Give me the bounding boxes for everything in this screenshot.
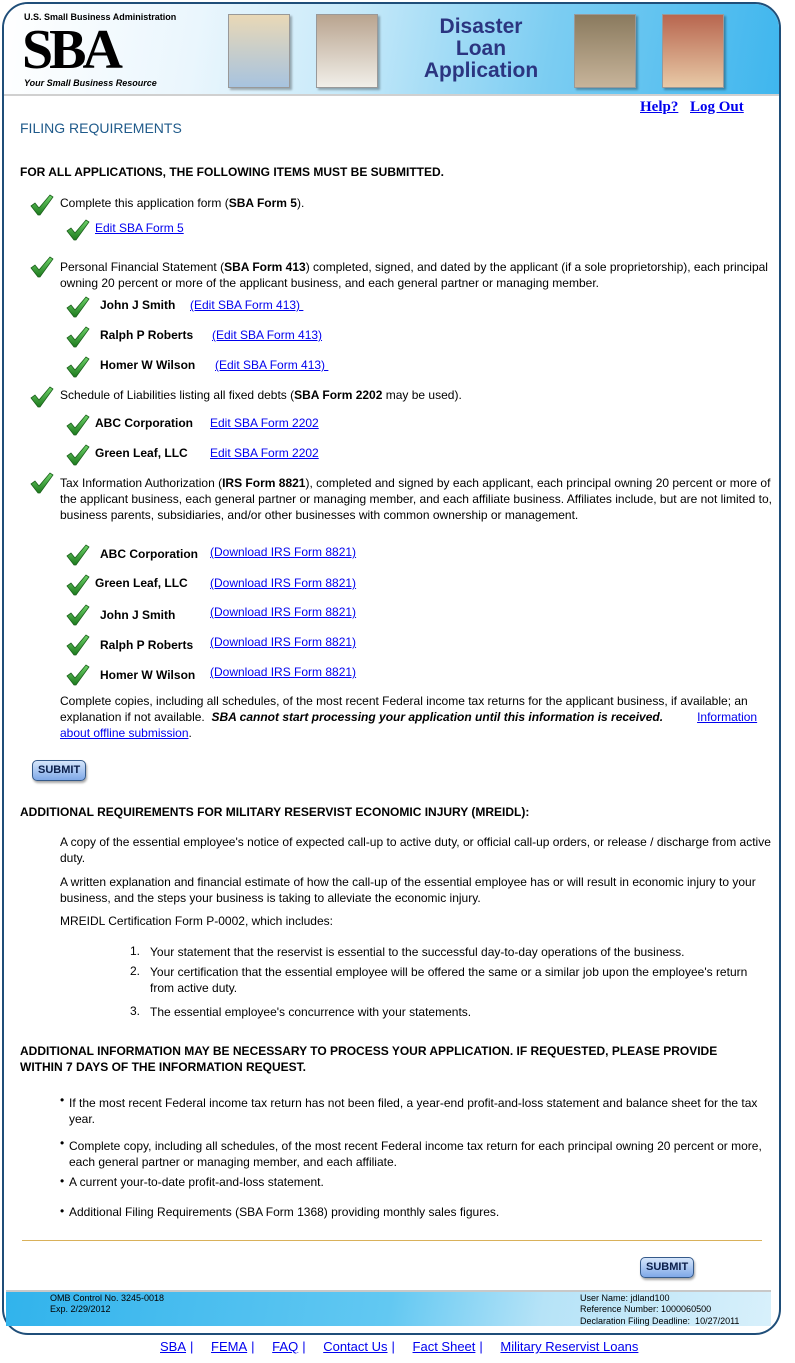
person-name: John J Smith <box>100 298 176 312</box>
text: Complete this application form ( <box>60 196 229 210</box>
text: ), completed and signed by each applicant, each principal owning 20 percent or more of the applicant business, each general partner or managing member, and each affiliate business. Affiliates include, but are not limited to, business parents, subsidiaries, and/or other businesses with common ownership or management. <box>60 476 772 522</box>
check-icon <box>30 256 54 278</box>
requirement-form2202 <box>60 388 462 402</box>
download-form8821-link[interactable]: (Download IRS Form 8821) <box>210 576 357 590</box>
form-name: SBA Form 2202 <box>294 388 383 402</box>
check-icon <box>66 544 90 566</box>
text: Schedule of Liabilities listing all fixed debts ( <box>60 388 295 402</box>
sba-link[interactable]: SBA <box>160 1339 187 1354</box>
logo-tagline: Your Small Business Resource <box>24 78 157 88</box>
entity-name: ABC Corporation <box>100 547 198 561</box>
edit-form2202-link[interactable]: Edit SBA Form 2202 <box>210 446 319 460</box>
check-icon <box>66 604 90 626</box>
logout-link[interactable]: Log Out <box>690 99 744 115</box>
header-banner <box>4 4 779 96</box>
form-name: SBA Form 413 <box>224 260 306 274</box>
check-icon <box>66 326 90 348</box>
reference-number: Reference Number: 1000060500 <box>580 1304 712 1314</box>
check-icon <box>30 472 54 494</box>
divider <box>22 1240 762 1241</box>
list-item: Your statement that the reservist is essential to the successful day-to-day operations of the business. <box>150 945 685 959</box>
military-reservist-loans-link[interactable]: Military Reservist Loans <box>500 1339 639 1354</box>
text: may be used). <box>382 388 462 402</box>
bullet: • <box>60 1174 65 1188</box>
tax-returns-requirement <box>60 693 775 741</box>
section-heading: ADDITIONAL REQUIREMENTS FOR MILITARY RESERVIST ECONOMIC INJURY (MREIDL): <box>20 805 530 819</box>
download-form8821-link[interactable]: (Download IRS Form 8821) <box>210 605 357 619</box>
check-icon <box>66 219 90 241</box>
faq-link[interactable]: FAQ <box>272 1339 299 1354</box>
list-number: 3. <box>130 1004 141 1018</box>
edit-form413-link[interactable]: (Edit SBA Form 413) <box>190 298 304 312</box>
submit-button[interactable]: SUBMIT <box>32 760 86 781</box>
title-line: Disaster <box>439 15 523 38</box>
page-title: FILING REQUIREMENTS <box>20 120 182 136</box>
requirement-form5 <box>60 196 304 210</box>
check-icon <box>66 356 90 378</box>
text: Personal Financial Statement ( <box>60 260 225 274</box>
bullet: • <box>60 1136 65 1150</box>
list-number: 1. <box>130 944 141 958</box>
edit-form413-link[interactable]: (Edit SBA Form 413) <box>215 358 329 372</box>
help-link[interactable]: Help? <box>640 99 679 115</box>
list-item: Your certification that the essential employee will be offered the same or a similar job upon the employee's return from active duty. <box>150 965 748 995</box>
submit-button[interactable]: SUBMIT <box>640 1257 694 1278</box>
person-name: Homer W Wilson <box>100 358 196 372</box>
photo-man <box>228 14 290 88</box>
download-form8821-link[interactable]: (Download IRS Form 8821) <box>210 545 357 559</box>
requirement-form413 <box>60 259 775 291</box>
expiration: Exp. 2/29/2012 <box>50 1304 111 1314</box>
form-name: IRS Form 8821 <box>222 476 306 490</box>
list-item: The essential employee's concurrence with your statements. <box>150 1005 472 1019</box>
entity-name: Ralph P Roberts <box>100 638 194 652</box>
list-number: 2. <box>130 964 141 978</box>
app-title <box>406 16 556 82</box>
sba-logo: SBA <box>22 19 119 81</box>
edit-form2202-link[interactable]: Edit SBA Form 2202 <box>210 416 319 430</box>
bullet-item: Complete copy, including all schedules, of the most recent Federal income tax return for each principal owning 20 percent or more, each general partner or managing member, and each affiliate. <box>69 1139 762 1169</box>
agency-name: U.S. Small Business Administration <box>24 12 177 22</box>
bottom-nav: SBA | FEMA | FAQ | Contact Us | Fact Sheet | Military Reservist Loans <box>160 1339 639 1354</box>
edit-form413-link[interactable]: (Edit SBA Form 413) <box>212 328 323 342</box>
entity-name: ABC Corporation <box>95 416 193 430</box>
title-line: Application <box>423 59 539 82</box>
section-heading: FOR ALL APPLICATIONS, THE FOLLOWING ITEMS MUST BE SUBMITTED. <box>20 165 444 179</box>
check-icon <box>66 574 90 596</box>
title-line: Loan <box>455 37 507 60</box>
entity-name: Green Leaf, LLC <box>95 446 188 460</box>
offline-submission-link[interactable]: Information about offline submission <box>60 710 758 740</box>
check-icon <box>66 444 90 466</box>
check-icon <box>30 386 54 408</box>
text: Complete copies, including all schedules, of the most recent Federal income tax returns for the applicant business, if available; an explanation if not available. <box>60 694 752 724</box>
mreidl-paragraph: MREIDL Certification Form P-0002, which includes: <box>60 914 333 928</box>
text: Tax Information Authorization ( <box>60 476 223 490</box>
entity-name: Green Leaf, LLC <box>95 576 188 590</box>
download-form8821-link[interactable]: (Download IRS Form 8821) <box>210 635 357 649</box>
entity-name: John J Smith <box>100 608 176 622</box>
text: ). <box>296 196 305 210</box>
check-icon <box>66 414 90 436</box>
mreidl-paragraph: A copy of the essential employee's notice of expected call-up to active duty, or official call-up orders, or release / discharge from active duty. <box>60 835 771 865</box>
filing-deadline: Declaration Filing Deadline: 10/27/2011 <box>580 1316 740 1326</box>
check-icon <box>66 664 90 686</box>
check-icon <box>66 634 90 656</box>
user-name: User Name: jdland100 <box>580 1293 670 1303</box>
bullet-item: A current your-to-date profit-and-loss statement. <box>69 1175 324 1189</box>
entity-name: Homer W Wilson <box>100 668 196 682</box>
check-icon <box>66 296 90 318</box>
bullet-item: Additional Filing Requirements (SBA Form 1368) providing monthly sales figures. <box>69 1205 500 1219</box>
photo-woman-2 <box>662 14 724 88</box>
bullet-item: If the most recent Federal income tax return has not been filed, a year-end profit-and-loss statement and balance sheet for the tax year. <box>69 1096 758 1126</box>
download-form8821-link[interactable]: (Download IRS Form 8821) <box>210 665 357 679</box>
warning-text: SBA cannot start processing your application until this information is received. <box>211 710 664 724</box>
mreidl-paragraph: A written explanation and financial estimate of how the call-up of the essential employee has or will result in economic injury to your business, and the steps your business is taking to alleviate the economic injury. <box>60 875 756 905</box>
photo-woman <box>316 14 378 88</box>
text: ) completed, signed, and dated by the applicant (if a sole proprietorship), each principal owning 20 percent or more of the applicant business, and each general partner or managing member. <box>60 260 768 290</box>
bullet: • <box>60 1204 65 1218</box>
check-icon <box>30 194 54 216</box>
photo-man-2 <box>574 14 636 88</box>
section-heading: ADDITIONAL INFORMATION MAY BE NECESSARY TO PROCESS YOUR APPLICATION. IF REQUESTED, PLEASE PROVIDE WITHIN 7 DAYS OF THE INFORMATION REQUEST. <box>20 1044 718 1074</box>
omb-control: OMB Control No. 3245-0018 <box>50 1293 165 1303</box>
requirement-form8821 <box>60 475 775 523</box>
text: . <box>188 726 192 740</box>
footer-band <box>6 1290 771 1326</box>
fact-sheet-link[interactable]: Fact Sheet <box>412 1339 476 1354</box>
form-name: SBA Form 5 <box>228 196 297 210</box>
contact-us-link[interactable]: Contact Us <box>323 1339 388 1354</box>
person-name: Ralph P Roberts <box>100 328 194 342</box>
bullet: • <box>60 1093 65 1107</box>
fema-link[interactable]: FEMA <box>211 1339 248 1354</box>
edit-form5-link[interactable]: Edit SBA Form 5 <box>95 221 184 235</box>
